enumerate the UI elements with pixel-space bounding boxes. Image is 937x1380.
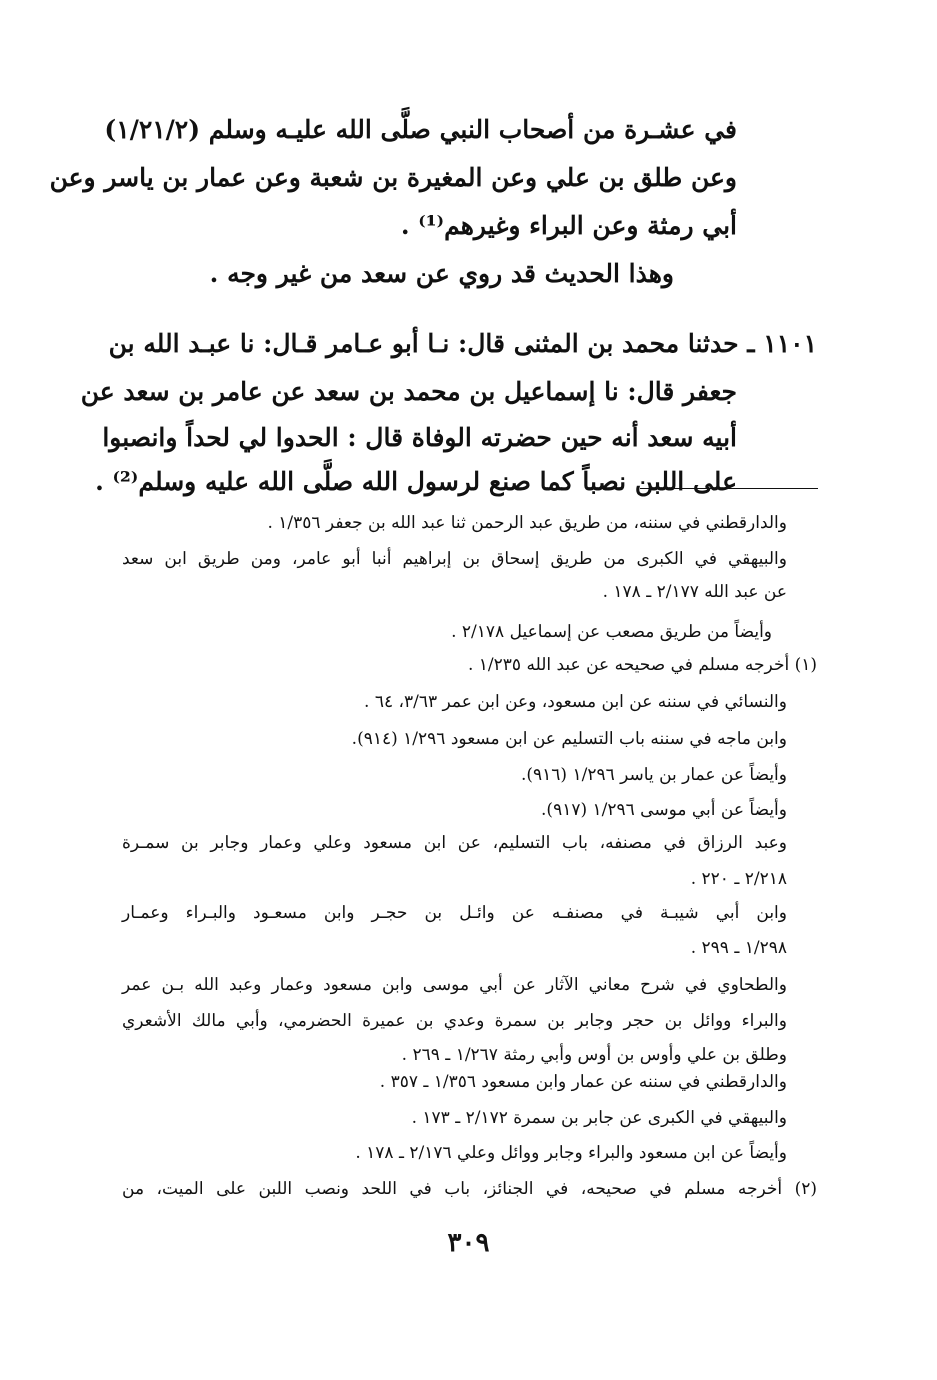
hadith-line-2: جعفر قال: نا إسماعيل بن محمد بن سعد عن عامر بن سعد عن (80, 377, 737, 406)
hadith-line-4: على اللبن نصباً كما صنع لرسول الله صلَّى الله عليه وسلم⁽²⁾ . (95, 467, 737, 496)
footnote-line: وأيضاً عن أبي موسى ١/٢٩٦ (٩١٧). (541, 800, 787, 820)
main-line-1: في عشـرة من أصحاب النبي صلَّى الله عليـه وسلم (١/٢١/٢) (104, 115, 737, 144)
footnote-1-start: (١) أخرجه مسلم في صحيحه عن عبد الله ١/٢٣٥ . (467, 655, 817, 675)
hadith-line-3: أبيه سعد أنه حين حضرته الوفاة قال : الحدوا لي لحداً وانصبوا (102, 423, 737, 452)
footnote-line: وابن أبي شيبـة في مصنفـه عن وائـل بن حجـر وابن مسعـود والبـراء وعمـار (122, 903, 787, 923)
footnote-line: والبراء ووائل بن حجر وجابر بن سمرة وعدي بن عميرة الحضرمي، وأبي مالك الأشعري (122, 1011, 787, 1031)
footnote-line: ١/٢٩٨ ـ ٢٩٩ . (690, 938, 787, 958)
footnote-line: ٢/٢١٨ ـ ٢٢٠ . (690, 869, 787, 889)
main-line-2: وعن طلق بن علي وعن المغيرة بن شعبة وعن عمار بن ياسر وعن (49, 163, 737, 192)
main-line-4: وهذا الحديث قد روي عن سعد من غير وجه . (209, 259, 674, 288)
footnote-line: وأيضاً عن ابن مسعود والبراء وجابر ووائل وعلي ٢/١٧٦ ـ ١٧٨ . (355, 1143, 787, 1163)
page-number: ٣٠٩ (447, 1228, 490, 1258)
footnote-line: والبيهقي في الكبرى عن جابر بن سمرة ٢/١٧٢ ـ ١٧٣ . (411, 1108, 787, 1128)
footnote-line: والبيهقي في الكبرى من طريق إسحاق بن إبراهيم أنبا أبو عامر، ومن طريق ابن سعد (122, 549, 787, 569)
main-line-3: أبي رمثة وعن البراء وغيرهم⁽¹⁾ . (400, 211, 737, 240)
footnote-separator (640, 488, 818, 489)
hadith-line-1: ١١٠١ ـ حدثنا محمد بن المثنى قال: نـا أبو عـامر قـال: نا عبـد الله بن (108, 329, 817, 358)
footnote-line: والدارقطني في سننه عن عمار وابن مسعود ١/٣٥٦ ـ ٣٥٧ . (379, 1072, 787, 1092)
footnote-line: وأيضاً عن عمار بن ياسر ١/٢٩٦ (٩١٦). (520, 765, 787, 785)
footnote-line: والطحاوي في شرح معاني الآثار عن أبي موسى وابن مسعود وعمار وعبد الله بـن عمر (122, 975, 787, 995)
footnote-line: والنسائي في سننه عن ابن مسعود، وعن ابن عمر ٣/٦٣، ٦٤ . (364, 692, 787, 712)
footnote-line: وطلق بن علي وأوس بن أوس وأبي رمثة ١/٢٦٧ ـ ٢٦٩ . (401, 1045, 787, 1065)
footnote-line: وعبد الرزاق في مصنفه، باب التسليم، عن ابن مسعود وعلي وعمار وجابر بن سمـرة (122, 833, 787, 853)
footnote-2-start: (٢) أخرجه مسلم في صحيحه، في الجنائز، باب في اللحد ونصب اللبن على الميت، من (122, 1179, 817, 1199)
footnote-line: وابن ماجه في سننه باب التسليم عن ابن مسعود ١/٢٩٦ (٩١٤). (351, 729, 787, 749)
footnote-line: والدارقطني في سننه، من طريق عبد الرحمن ثنا عبد الله بن جعفر ١/٣٥٦ . (267, 513, 787, 533)
footnote-line: وأيضاً من طريق مصعب عن إسماعيل ٢/١٧٨ . (451, 622, 772, 642)
footnote-line: عن عبد الله ٢/١٧٧ ـ ١٧٨ . (602, 582, 787, 602)
